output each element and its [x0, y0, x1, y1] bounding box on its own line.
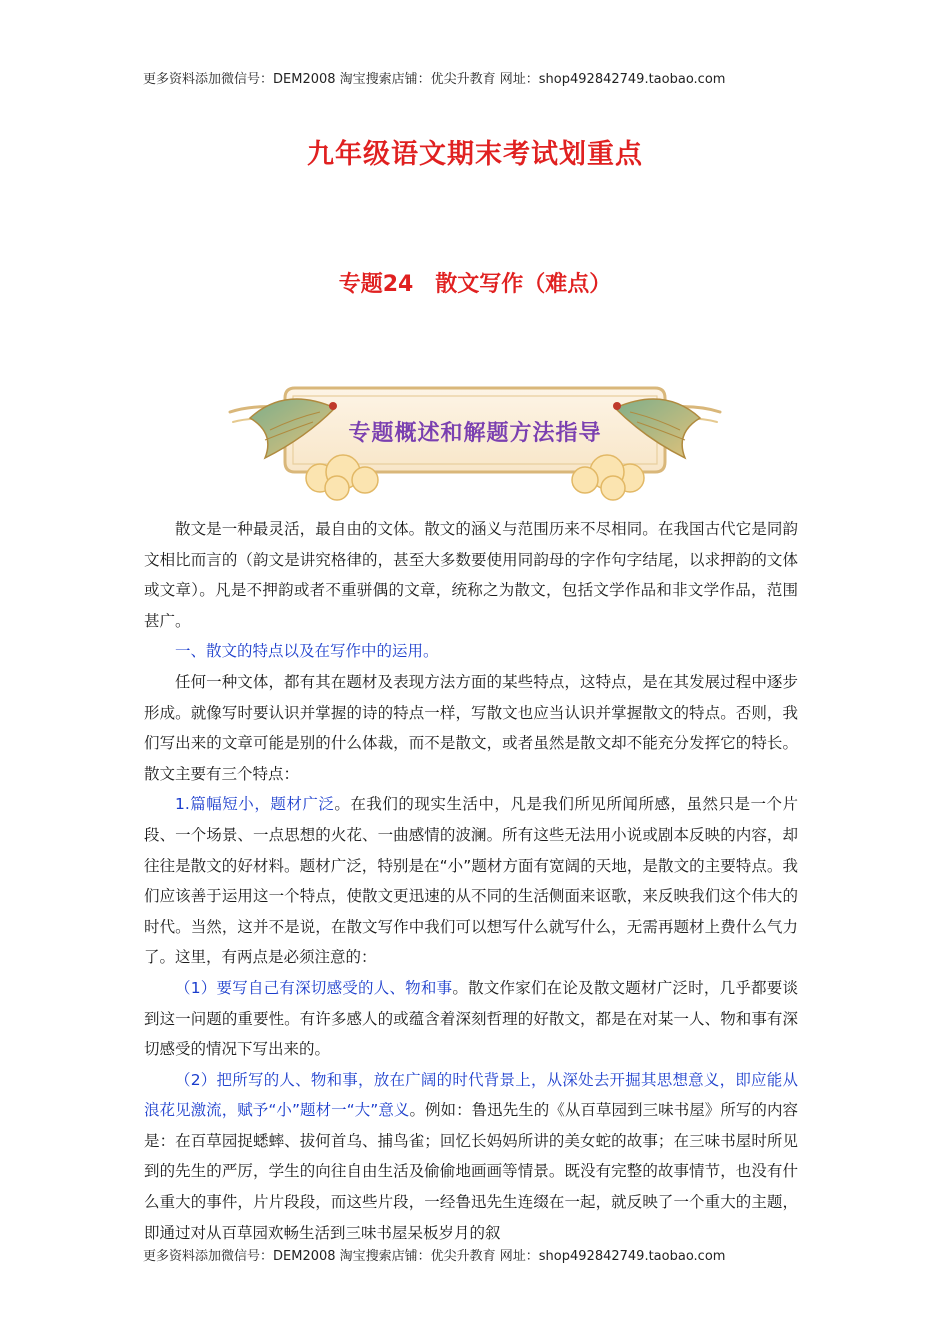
section-banner	[225, 378, 725, 508]
footer-promo-line: 更多资料添加微信号：DEM2008 淘宝搜索店铺：优尖升教育 网址：shop492842749.taobao.com	[143, 1249, 726, 1264]
section-heading	[144, 636, 798, 667]
subpoint-paragraph-1	[144, 973, 798, 1065]
point-text: 。在我们的现实生活中，凡是我们所见所闻所感，虽然只是一个片段、一个场景、一点思想的火花、一曲感情的波澜。所有这些无法用小说或剧本反映的内容，却往往是散文的好材料。题材广泛，特别是在“小”题材方面有宽阔的天地，是散文的主要特点。我们应该善于运用这一个特点，使散文更迅速的从不同的生活侧面来讴歌，来反映我们这个伟大的时代。当然，这并不是说，在散文写作中我们可以想写什么就写什么，无需再题材上费什么气力了。这里，有两点是必须注意的：	[144, 795, 798, 967]
subpoint-text-1: 。散文作家们在论及散文题材广泛时，几乎都要谈到这一问题的重要性。有许多感人的或蕴含着深刻哲理的好散文，都是在对某一人、物和事有深切感受的情况下写出来的。	[144, 978, 798, 1059]
point-heading: 1.篇幅短小，题材广泛	[175, 795, 335, 814]
topic-subtitle: 专题24 散文写作（难点）	[338, 272, 612, 297]
subpoint-text-2: 。例如：鲁迅先生的《从百草园到三味书屋》所写的内容是：在百草园捉蟋蟀、拔何首乌、捕鸟雀；回忆长妈妈所讲的美女蛇的故事；在三味书屋时所见到的先生的严厉，学生的向往自由生活及偷偷地画画等情景。既没有完整的故事情节，也没有什么重大的事件，片片段段，而这些片段，一经鲁迅先生连缀在一起，就反映了一个重大的主题，即通过对从百草园欢畅生活到三味书屋呆板岁月的叙	[144, 1101, 798, 1242]
subpoint-heading-2: （2）把所写的人、物和事，放在广阔的时代背景上，从深处去开掘其思想意义，即应能从浪花见激流，赋予“小”题材一“大”意义	[144, 1070, 798, 1120]
header-promo-line: 更多资料添加微信号：DEM2008 淘宝搜索店铺：优尖升教育 网址：shop492842749.taobao.com	[143, 72, 726, 87]
page-title: 九年级语文期末考试划重点	[307, 139, 643, 170]
section-paragraph: 任何一种文体，都有其在题材及表现方法方面的某些特点，这特点，是在其发展过程中逐步形成。就像写时要认识并掌握的诗的特点一样，写散文也应当认识并掌握散文的特点。否则，我们写出来的文章可能是别的什么体裁，而不是散文，或者虽然是散文却不能充分发挥它的特长。散文主要有三个特点：	[144, 672, 798, 783]
intro-paragraph: 散文是一种最灵活，最自由的文体。散文的涵义与范围历来不尽相同。在我国古代它是同韵文相比而言的（韵文是讲究格律的，甚至大多数要使用同韵母的字作句字结尾，以求押韵的文体或文章）。凡是不押韵或者不重骈偶的文章，统称之为散文，包括文学作品和非文学作品，范围甚广。	[144, 520, 798, 630]
subpoint-heading-1: （1）要写自己有深切感受的人、物和事	[175, 978, 453, 997]
banner-title: 专题概述和解题方法指导	[348, 421, 602, 446]
article-body	[144, 514, 798, 1248]
point-paragraph	[144, 789, 798, 973]
section-heading-text: 一、散文的特点以及在写作中的运用。	[175, 642, 439, 661]
subpoint-paragraph-2	[144, 1065, 798, 1249]
